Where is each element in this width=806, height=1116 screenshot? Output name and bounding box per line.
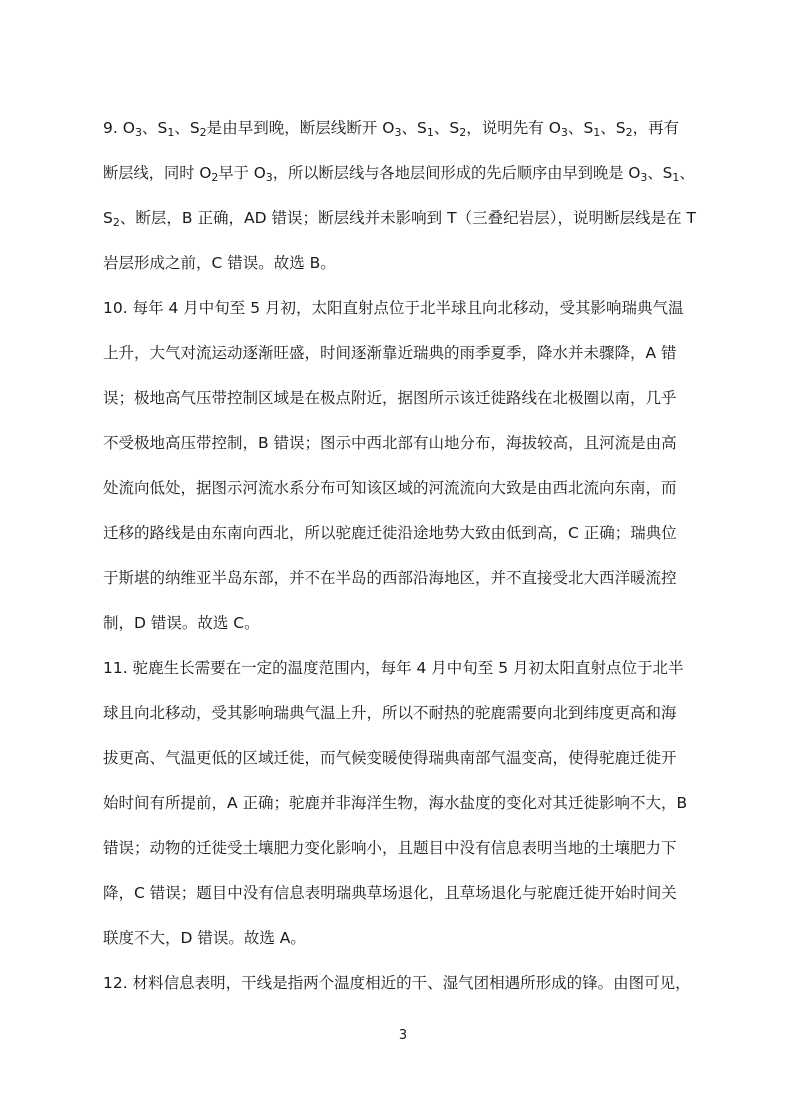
text-line: 上升，大气对流运动逐渐旺盛，时间逐渐靠近瑞典的雨季夏季，降水并未骤降，A 错 [103,344,677,362]
text-line: 12. 材料信息表明，干线是指两个温度相近的干、湿气团相遇所形成的锋。由图可见， [103,974,691,992]
page-number: 3 [398,1028,408,1043]
text-line: 10. 每年 4 月中旬至 5 月初，太阳直射点位于北半球且向北移动，受其影响瑞典气温 [103,299,684,317]
text-line: 断层线，同时 $O_2$早于 $O_3$，所以断层线与各地层间形成的先后顺序由早到晚是 $O_3$、$S_1$、 [103,164,695,184]
text-line: 误；极地高气压带控制区域是在极点附近，据图所示该迁徙路线在北极圈以南，几乎 [103,389,677,407]
text-line: 不受极地高压带控制，B 错误；图示中西北部有山地分布，海拔较高，且河流是由高 [103,434,677,452]
text-line: 于斯堪的纳维亚半岛东部，并不在半岛的西部沿海地区，并不直接受北大西洋暖流控 [103,569,677,587]
text-line: 拔更高、气温更低的区域迁徙，而气候变暖使得瑞典南部气温变高，使得驼鹿迁徙开 [103,749,677,767]
text-line: 联度不大，D 错误。故选 A。 [103,929,306,947]
text-line: 11. 驼鹿生长需要在一定的温度范围内，每年 4 月中旬至 5 月初太阳直射点位于北半 [103,659,684,677]
text-line: 始时间有所提前，A 正确；驼鹿并非海洋生物，海水盐度的变化对其迁徙影响不大，B [103,794,688,812]
text-line: 迁移的路线是由东南向西北，所以驼鹿迁徙沿途地势大致由低到高，C 正确；瑞典位 [103,524,677,542]
text-line: $S_2$、断层，B 正确，AD 错误；断层线并未影响到 T（三叠纪岩层），说明断层线是在 T [103,209,696,229]
text-line: 制，D 错误。故选 C。 [103,614,260,632]
text-line: 球且向北移动，受其影响瑞典气温上升，所以不耐热的驼鹿需要向北到纬度更高和海 [103,704,677,722]
text-line: 错误；动物的迁徙受土壤肥力变化影响小，且题目中没有信息表明当地的土壤肥力下 [103,839,677,857]
text-line: 9. $O_3$、$S_1$、$S_2$是由早到晚，断层线断开 $O_3$、$S_1$、$S_2$，说明先有 $O_3$、$S_1$、$S_2$，再有 [103,119,680,139]
text-line: 处流向低处，据图示河流水系分布可知该区域的河流流向大致是由西北流向东南，而 [103,479,677,497]
text-line: 降，C 错误；题目中没有信息表明瑞典草场退化，且草场退化与驼鹿迁徙开始时间关 [103,884,677,902]
text-line: 岩层形成之前，C 错误。故选 B。 [103,254,336,272]
